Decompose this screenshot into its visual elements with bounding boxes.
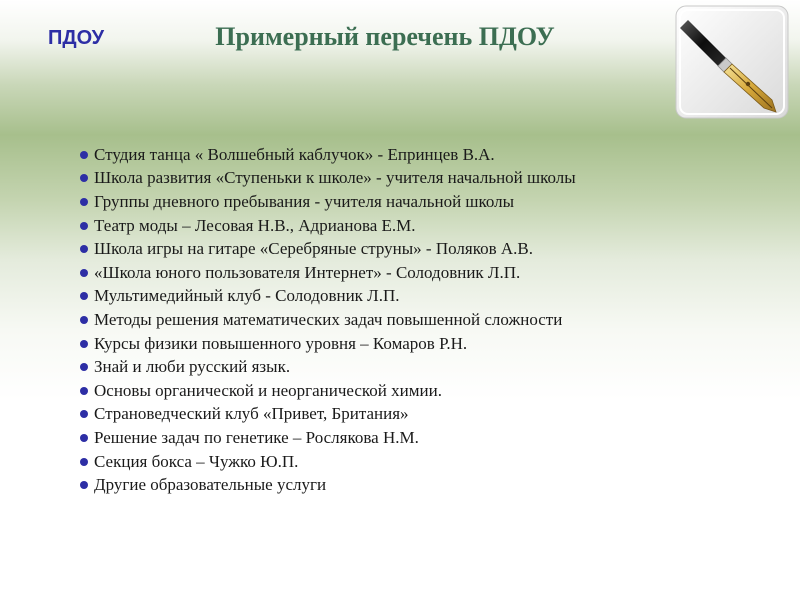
list-item bbox=[80, 285, 720, 309]
list-item-text: Группы дневного пребывания - учителя начальной школы bbox=[94, 191, 515, 211]
slide-header bbox=[0, 0, 800, 110]
list-item bbox=[80, 332, 720, 356]
list-item-text: Школа развития «Ступеньки к школе» - учителя начальной школы bbox=[94, 168, 576, 188]
bullet-icon bbox=[80, 387, 88, 395]
header-abbreviation: ПДОУ bbox=[48, 27, 105, 49]
bullet-icon bbox=[80, 340, 88, 348]
bullet-icon bbox=[80, 481, 88, 489]
list-item-text: Театр моды – Лесовая Н.В., Адрианова Е.М. bbox=[94, 215, 416, 235]
list-item-text: Страноведческий клуб «Привет, Британия» bbox=[94, 404, 409, 424]
list-item bbox=[80, 403, 720, 427]
list-item bbox=[80, 237, 720, 261]
list-item bbox=[80, 167, 720, 191]
list-item-text: Студия танца « Волшебный каблучок» - Епринцев В.А. bbox=[94, 144, 495, 164]
list-item-text: Школа игры на гитаре «Серебряные струны» - Поляков А.В. bbox=[94, 239, 533, 259]
bullet-icon bbox=[80, 269, 88, 277]
list-item bbox=[80, 190, 720, 214]
bullet-icon bbox=[80, 316, 88, 324]
bullet-icon bbox=[80, 434, 88, 442]
list-item bbox=[80, 143, 720, 167]
list-item bbox=[80, 450, 720, 474]
fountain-pen-icon bbox=[668, 2, 796, 126]
list-item-text: Методы решения математических задач повышенной сложности bbox=[94, 309, 563, 329]
bullet-icon bbox=[80, 198, 88, 206]
list-item bbox=[80, 379, 720, 403]
list-item bbox=[80, 473, 720, 497]
bullet-icon bbox=[80, 151, 88, 159]
list-item-text: Решение задач по генетике – Рослякова Н.М. bbox=[94, 427, 419, 447]
list-item bbox=[80, 261, 720, 285]
bullet-icon bbox=[80, 222, 88, 230]
list-item bbox=[80, 426, 720, 450]
page-title: Примерный перечень ПДОУ bbox=[215, 22, 555, 51]
service-list bbox=[80, 143, 720, 497]
list-item-text: Основы органической и неорганической химии. bbox=[94, 380, 442, 400]
bullet-icon bbox=[80, 410, 88, 418]
list-item-text: Другие образовательные услуги bbox=[94, 475, 327, 495]
list-item-text: Знай и люби русский язык. bbox=[94, 357, 291, 377]
list-item-text: Курсы физики повышенного уровня – Комаров Р.Н. bbox=[94, 333, 468, 353]
bullet-icon bbox=[80, 363, 88, 371]
bullet-icon bbox=[80, 292, 88, 300]
bullet-icon bbox=[80, 245, 88, 253]
list-item bbox=[80, 308, 720, 332]
bullet-icon bbox=[80, 174, 88, 182]
bullet-icon bbox=[80, 458, 88, 466]
list-item-text: Секция бокса – Чужко Ю.П. bbox=[94, 451, 299, 471]
list-item bbox=[80, 214, 720, 238]
list-item-text: «Школа юного пользователя Интернет» - Солодовник Л.П. bbox=[94, 262, 521, 282]
list-item bbox=[80, 355, 720, 379]
list-item-text: Мультимедийный клуб - Солодовник Л.П. bbox=[94, 286, 400, 306]
